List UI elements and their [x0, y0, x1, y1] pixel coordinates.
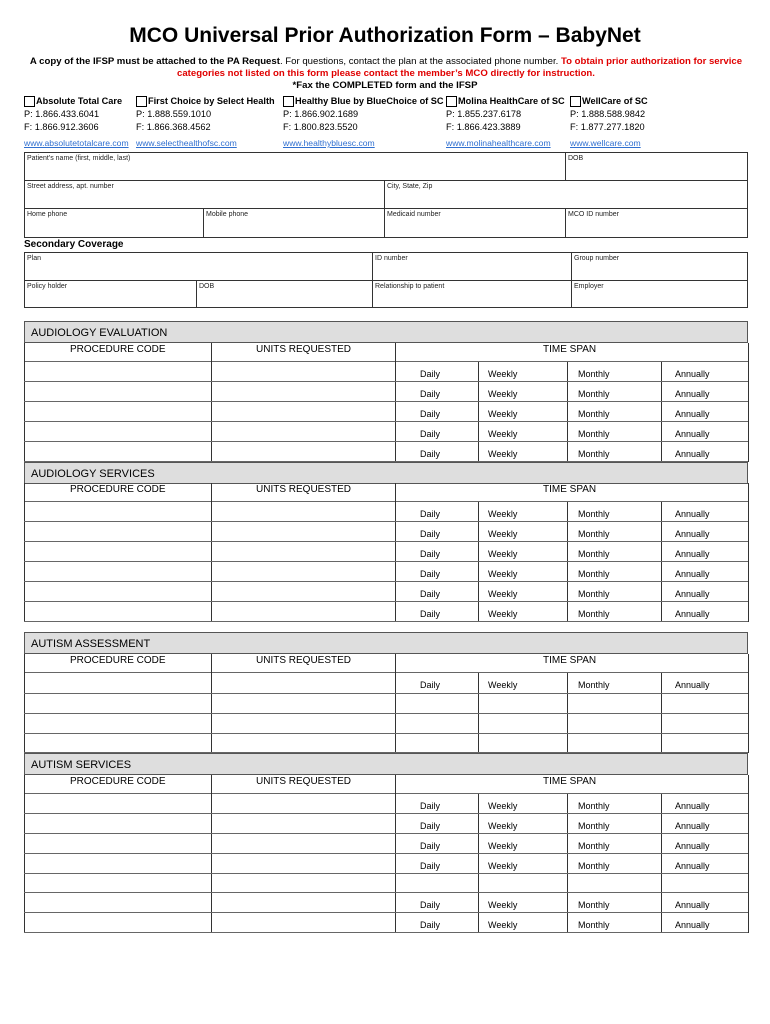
service-row — [24, 913, 748, 933]
annually-option[interactable]: Annually — [675, 609, 710, 619]
units-requested-input[interactable] — [212, 874, 395, 892]
units-requested-input[interactable] — [212, 814, 395, 833]
patient-dob-field[interactable]: DOB — [568, 155, 584, 162]
monthly-option[interactable]: Monthly — [578, 509, 610, 519]
policy-dob-field[interactable]: DOB — [199, 283, 215, 290]
units-requested-input[interactable] — [212, 522, 395, 541]
medicaid-number-field[interactable]: Medicaid number — [387, 211, 441, 218]
id-number-field[interactable]: ID number — [375, 255, 408, 262]
service-row — [24, 362, 748, 382]
notice-bold: A copy of the IFSP must be attached to the PA Request — [29, 56, 280, 67]
monthly-option[interactable]: Monthly — [578, 821, 610, 831]
mco-phone: P: 1.855.237.6178 — [446, 109, 522, 119]
mco-phone: P: 1.866.902.1689 — [283, 109, 359, 119]
procedure-code-header: PROCEDURE CODE — [70, 484, 166, 495]
procedure-code-header: PROCEDURE CODE — [70, 344, 166, 355]
weekly-option[interactable]: Weekly — [488, 449, 518, 459]
daily-option[interactable]: Daily — [420, 429, 441, 439]
annually-option[interactable]: Annually — [675, 900, 710, 910]
service-row — [24, 542, 748, 562]
monthly-option[interactable]: Monthly — [578, 801, 610, 811]
service-row — [24, 382, 748, 402]
healthy-blue-checkbox[interactable] — [283, 96, 294, 107]
monthly-option[interactable]: Monthly — [578, 429, 610, 439]
daily-option[interactable]: Daily — [420, 861, 441, 871]
procedure-code-input[interactable] — [25, 834, 211, 853]
procedure-code-input[interactable] — [25, 442, 211, 461]
monthly-option[interactable]: Monthly — [578, 569, 610, 579]
weekly-option[interactable]: Weekly — [488, 429, 518, 439]
units-requested-input[interactable] — [212, 562, 395, 581]
mco-link[interactable]: www.absolutetotalcare.com — [24, 138, 129, 148]
first-choice-checkbox[interactable] — [136, 96, 147, 107]
daily-option[interactable]: Daily — [420, 549, 441, 559]
service-row — [24, 794, 748, 814]
procedure-code-input[interactable] — [25, 714, 211, 733]
weekly-option[interactable]: Weekly — [488, 569, 518, 579]
mco-fax: F: 1.866.423.3889 — [446, 122, 521, 132]
monthly-option[interactable]: Monthly — [578, 369, 610, 379]
daily-option[interactable]: Daily — [420, 389, 441, 399]
service-row — [24, 834, 748, 854]
monthly-option[interactable]: Monthly — [578, 409, 610, 419]
secondary-coverage-title: Secondary Coverage — [24, 239, 124, 250]
mco-option-molina — [446, 95, 565, 150]
procedure-code-input[interactable] — [25, 893, 211, 912]
mco-fax: F: 1.866.368.4562 — [136, 122, 211, 132]
daily-option[interactable]: Daily — [420, 509, 441, 519]
time-span-header: TIME SPAN — [543, 776, 597, 787]
daily-option[interactable]: Daily — [420, 589, 441, 599]
mco-fax: F: 1.866.912.3606 — [24, 122, 99, 132]
units-requested-input[interactable] — [212, 582, 395, 601]
mco-option-absolute — [24, 95, 129, 150]
weekly-option[interactable]: Weekly — [488, 609, 518, 619]
service-row — [24, 522, 748, 542]
monthly-option[interactable]: Monthly — [578, 900, 610, 910]
units-requested-header: UNITS REQUESTED — [256, 484, 352, 495]
weekly-option[interactable]: Weekly — [488, 861, 518, 871]
mco-option-first-choice — [136, 95, 275, 150]
mco-phone: P: 1.888.588.9842 — [570, 109, 646, 119]
service-row — [24, 442, 748, 462]
annually-option[interactable]: Annually — [675, 509, 710, 519]
monthly-option[interactable]: Monthly — [578, 589, 610, 599]
policy-holder-field[interactable]: Policy holder — [27, 283, 68, 290]
column-divider — [748, 775, 749, 933]
weekly-option[interactable]: Weekly — [488, 801, 518, 811]
column-divider — [748, 483, 749, 622]
procedure-code-input[interactable] — [25, 542, 211, 561]
annually-option[interactable]: Annually — [675, 429, 710, 439]
section-title: AUTISM SERVICES — [31, 759, 132, 771]
daily-option[interactable]: Daily — [420, 920, 441, 930]
relationship-field[interactable]: Relationship to patient — [375, 283, 445, 290]
weekly-option[interactable]: Weekly — [488, 389, 518, 399]
procedure-code-input[interactable] — [25, 562, 211, 581]
service-row — [24, 502, 748, 522]
weekly-option[interactable]: Weekly — [488, 841, 518, 851]
units-requested-input[interactable] — [212, 694, 395, 713]
units-requested-input[interactable] — [212, 602, 395, 621]
monthly-option[interactable]: Monthly — [578, 609, 610, 619]
mco-fax: F: 1.800.823.5520 — [283, 122, 358, 132]
service-row — [24, 854, 748, 874]
section-header — [24, 462, 748, 484]
annually-option[interactable]: Annually — [675, 549, 710, 559]
daily-option[interactable]: Daily — [420, 529, 441, 539]
units-requested-input[interactable] — [212, 422, 395, 441]
monthly-option[interactable]: Monthly — [578, 389, 610, 399]
column-header-row — [24, 775, 748, 794]
service-row — [24, 562, 748, 582]
column-header-row — [24, 483, 748, 502]
units-requested-input[interactable] — [212, 402, 395, 421]
units-requested-input[interactable] — [212, 502, 395, 521]
weekly-option[interactable]: Weekly — [488, 821, 518, 831]
procedure-code-input[interactable] — [25, 913, 211, 932]
group-number-field[interactable]: Group number — [574, 255, 620, 262]
procedure-code-input[interactable] — [25, 422, 211, 441]
weekly-option[interactable]: Weekly — [488, 920, 518, 930]
mco-phone: P: 1.888.559.1010 — [136, 109, 212, 119]
units-requested-input[interactable] — [212, 382, 395, 401]
employer-field[interactable]: Employer — [574, 283, 604, 290]
mobile-phone-field[interactable]: Mobile phone — [206, 211, 249, 218]
mco-id-field[interactable]: MCO ID number — [568, 211, 619, 218]
procedure-code-input[interactable] — [25, 402, 211, 421]
weekly-option[interactable]: Weekly — [488, 509, 518, 519]
annually-option[interactable]: Annually — [675, 369, 710, 379]
weekly-option[interactable]: Weekly — [488, 409, 518, 419]
daily-option[interactable]: Daily — [420, 841, 441, 851]
service-row — [24, 694, 748, 714]
annually-option[interactable]: Annually — [675, 389, 710, 399]
daily-option[interactable]: Daily — [420, 680, 441, 690]
procedure-code-input[interactable] — [25, 814, 211, 833]
daily-option[interactable]: Daily — [420, 369, 441, 379]
city-state-zip-field[interactable]: City, State, Zip — [387, 183, 433, 190]
mco-option-wellcare — [570, 95, 648, 150]
monthly-option[interactable]: Monthly — [578, 449, 610, 459]
mco-fax: F: 1.877.277.1820 — [570, 122, 645, 132]
units-requested-input[interactable] — [212, 834, 395, 853]
annually-option[interactable]: Annually — [675, 861, 710, 871]
service-row — [24, 602, 748, 622]
section-header — [24, 632, 748, 654]
service-row — [24, 893, 748, 913]
daily-option[interactable]: Daily — [420, 409, 441, 419]
units-requested-header: UNITS REQUESTED — [256, 344, 352, 355]
mco-name: Molina HealthCare of SC — [458, 96, 565, 106]
form-notice — [24, 56, 748, 80]
molina-checkbox[interactable] — [446, 96, 457, 107]
procedure-code-input[interactable] — [25, 734, 211, 752]
procedure-code-header: PROCEDURE CODE — [70, 655, 166, 666]
mco-name: First Choice by Select Health — [148, 96, 275, 106]
service-row — [24, 734, 748, 753]
procedure-code-input[interactable] — [25, 502, 211, 521]
monthly-option[interactable]: Monthly — [578, 529, 610, 539]
weekly-option[interactable]: Weekly — [488, 589, 518, 599]
procedure-code-input[interactable] — [25, 694, 211, 713]
procedure-code-input[interactable] — [25, 854, 211, 873]
service-row — [24, 874, 748, 893]
section-title: AUTISM ASSESSMENT — [31, 638, 151, 650]
mco-link[interactable]: www.healthybluesc.com — [283, 138, 375, 148]
procedure-code-input[interactable] — [25, 794, 211, 813]
units-requested-input[interactable] — [212, 362, 395, 381]
weekly-option[interactable]: Weekly — [488, 900, 518, 910]
units-requested-input[interactable] — [212, 542, 395, 561]
notice-normal: . For questions, contact the plan at the associated phone number. — [279, 56, 561, 67]
procedure-code-header: PROCEDURE CODE — [70, 776, 166, 787]
column-divider — [748, 654, 749, 753]
column-header-row — [24, 343, 748, 362]
annually-option[interactable]: Annually — [675, 409, 710, 419]
daily-option[interactable]: Daily — [420, 449, 441, 459]
annually-option[interactable]: Annually — [675, 680, 710, 690]
service-row — [24, 402, 748, 422]
mco-name: Healthy Blue by BlueChoice of SC — [295, 96, 444, 106]
annually-option[interactable]: Annually — [675, 920, 710, 930]
service-row — [24, 814, 748, 834]
procedure-code-input[interactable] — [25, 602, 211, 621]
annually-option[interactable]: Annually — [675, 801, 710, 811]
patient-name-field[interactable]: Patient’s name (first, middle, last) — [27, 155, 131, 162]
time-span-header: TIME SPAN — [543, 655, 597, 666]
service-row — [24, 673, 748, 694]
procedure-code-input[interactable] — [25, 382, 211, 401]
monthly-option[interactable]: Monthly — [578, 861, 610, 871]
form-title: MCO Universal Prior Authorization Form – BabyNet — [129, 24, 641, 47]
units-requested-input[interactable] — [212, 913, 395, 932]
monthly-option[interactable]: Monthly — [578, 920, 610, 930]
mco-phone: P: 1.866.433.6041 — [24, 109, 100, 119]
section-header — [24, 321, 748, 343]
mco-name: Absolute Total Care — [36, 96, 123, 106]
daily-option[interactable]: Daily — [420, 821, 441, 831]
annually-option[interactable]: Annually — [675, 569, 710, 579]
mco-link[interactable]: www.selecthealthofsc.com — [136, 138, 237, 148]
units-requested-input[interactable] — [212, 794, 395, 813]
service-row — [24, 422, 748, 442]
annually-option[interactable]: Annually — [675, 821, 710, 831]
time-span-header: TIME SPAN — [543, 484, 597, 495]
time-span-header: TIME SPAN — [543, 344, 597, 355]
wellcare-checkbox[interactable] — [570, 96, 581, 107]
procedure-code-input[interactable] — [25, 582, 211, 601]
mco-link[interactable]: www.wellcare.com — [570, 138, 641, 148]
procedure-code-input[interactable] — [25, 362, 211, 381]
monthly-option[interactable]: Monthly — [578, 680, 610, 690]
column-divider — [748, 343, 749, 462]
units-requested-header: UNITS REQUESTED — [256, 776, 352, 787]
units-requested-input[interactable] — [212, 442, 395, 461]
units-requested-input[interactable] — [212, 854, 395, 873]
mco-option-healthy-blue — [283, 95, 444, 150]
plan-field[interactable]: Plan — [27, 255, 42, 262]
annually-option[interactable]: Annually — [675, 589, 710, 599]
mco-link[interactable]: www.molinahealthcare.com — [446, 138, 551, 148]
service-row — [24, 582, 748, 602]
weekly-option[interactable]: Weekly — [488, 549, 518, 559]
procedure-code-input[interactable] — [25, 522, 211, 541]
weekly-option[interactable]: Weekly — [488, 680, 518, 690]
mco-name: WellCare of SC — [582, 96, 648, 106]
daily-option[interactable]: Daily — [420, 900, 441, 910]
units-requested-input[interactable] — [212, 893, 395, 912]
units-requested-input[interactable] — [212, 673, 395, 693]
daily-option[interactable]: Daily — [420, 569, 441, 579]
units-requested-input[interactable] — [212, 714, 395, 733]
monthly-option[interactable]: Monthly — [578, 841, 610, 851]
service-row — [24, 714, 748, 734]
annually-option[interactable]: Annually — [675, 449, 710, 459]
annually-option[interactable]: Annually — [675, 529, 710, 539]
section-title: AUDIOLOGY EVALUATION — [31, 327, 168, 339]
units-requested-header: UNITS REQUESTED — [256, 655, 352, 666]
fax-instruction: *Fax the COMPLETED form and the IFSP — [292, 80, 478, 91]
section-header — [24, 753, 748, 775]
home-phone-field[interactable]: Home phone — [27, 211, 68, 218]
absolute-checkbox[interactable] — [24, 96, 35, 107]
procedure-code-input[interactable] — [25, 673, 211, 693]
annually-option[interactable]: Annually — [675, 841, 710, 851]
notice-red: To obtain prior authorization for service categories not listed on this form please contact the member’s MCO directly for instruction. — [177, 56, 743, 79]
section-title: AUDIOLOGY SERVICES — [31, 468, 155, 480]
weekly-option[interactable]: Weekly — [488, 529, 518, 539]
daily-option[interactable]: Daily — [420, 609, 441, 619]
daily-option[interactable]: Daily — [420, 801, 441, 811]
units-requested-input[interactable] — [212, 734, 395, 752]
monthly-option[interactable]: Monthly — [578, 549, 610, 559]
column-header-row — [24, 654, 748, 673]
street-address-field[interactable]: Street address, apt. number — [27, 183, 114, 190]
weekly-option[interactable]: Weekly — [488, 369, 518, 379]
procedure-code-input[interactable] — [25, 874, 211, 892]
